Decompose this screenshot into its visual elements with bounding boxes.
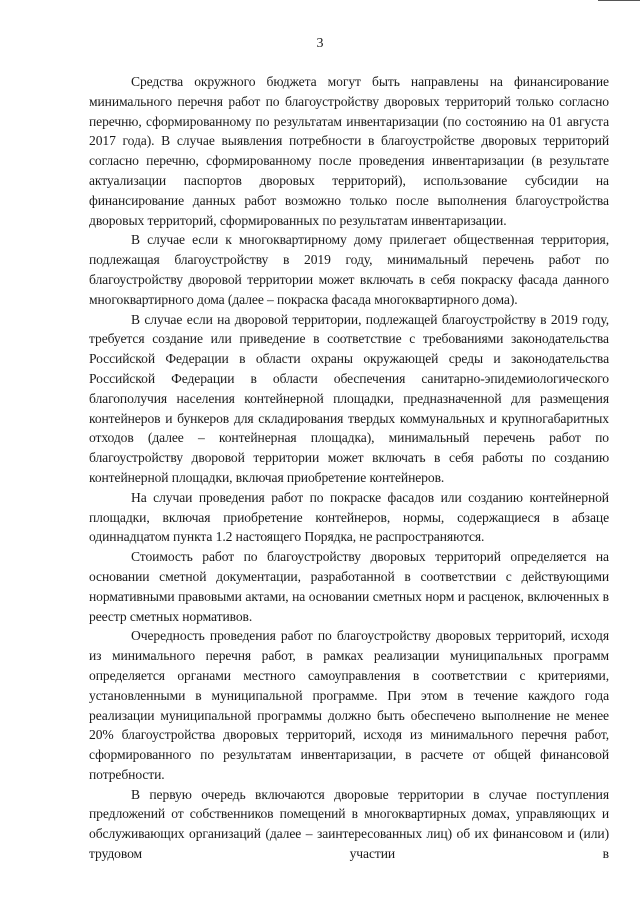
- paragraph-works-cost: Стоимость работ по благоустройству дворовых территорий определяется на основании сметной документации, разработанной в соответствии с действующими нормативными правовыми актами, на основании сметных норм и расценок, включенных в реестр сметных нормативов.: [89, 549, 609, 624]
- document-body: [89, 72, 609, 864]
- paragraph-works-priority: Очередность проведения работ по благоустройству дворовых территорий, исходя из минимального перечня работ, в рамках реализации муниципальных программ определяется органами местного самоуправления в соответствии с критериями, установленными в муниципальной программе. При этом в течение каждого года реализации муниципальной программы должно быть обеспечено выполнение не менее 20% благоустройства дворовых территорий, исходя из минимального перечня работ, сформированного по результатам инвентаризации, в расчете от общей финансовой потребности.: [89, 628, 609, 782]
- top-edge-rule: [598, 0, 640, 1]
- paragraph-facade-painting: В случае если к многоквартирному дому прилегает общественная территория, подлежащая благоустройству в 2019 году, минимальный перечень работ по благоустройству дворовой территории может включать в себя покраску фасада данного многоквартирного дома (далее – покраска фасада многоквартирного дома).: [89, 232, 609, 307]
- page-number: 3: [316, 36, 324, 51]
- paragraph-norms-exception: На случаи проведения работ по покраске фасадов или созданию контейнерной площадки, включая приобретение контейнеров, нормы, содержащиеся в абзаце одиннадцатом пункта 1.2 настоящего Порядка, не распространяются.: [89, 489, 609, 545]
- paragraph-district-budget-financing: Средства окружного бюджета могут быть направлены на финансирование минимального перечня работ по благоустройству дворовых территорий только согласно перечню, сформированному по результатам инвентаризации (по состоянию на 01 августа 2017 года). В случае выявления потребности в благоустройстве дворовых территорий согласно перечню, сформированному после проведения инвентаризации (в результате актуализации паспортов дворовых территорий), использование субсидии на финансирование данных работ возможно только после выполнения благоустройства дворовых территорий, сформированных по результатам инвентаризации.: [89, 74, 609, 228]
- paragraph-first-priority: В первую очередь включаются дворовые территории в случае поступления предложений от собственников помещений в многоквартирных домах, управляющих и обслуживающих организаций (далее – заинтересованных лиц) об их финансовом и (или) трудовом участии в: [89, 786, 609, 862]
- paragraph-container-site: В случае если на дворовой территории, подлежащей благоустройству в 2019 году, требуется создание или приведение в соответствие с требованиями законодательства Российской Федерации в области охраны окружающей среды и законодательства Российской Федерации в области обеспечения санитарно-эпидемиологического благополучия населения контейнерной площадки, предназначенной для размещения контейнеров и бункеров для складирования твердых коммунальных и крупногабаритных отходов (далее – контейнерная площадка), минимальный перечень работ по благоустройству дворовой территории может включать в себя работы по созданию контейнерной площадки, включая приобретение контейнеров.: [89, 311, 609, 485]
